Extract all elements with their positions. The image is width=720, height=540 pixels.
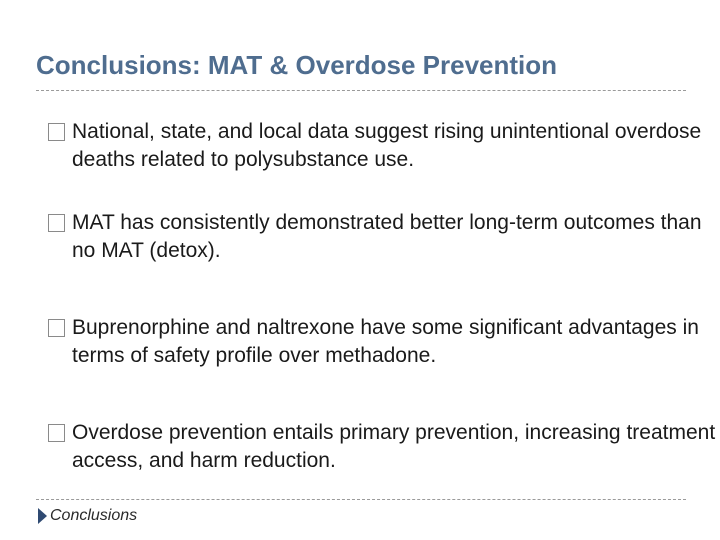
- square-bullet-icon: [48, 214, 65, 232]
- bullet-text: Overdose prevention entails primary prevention, increasing treatment access, and harm reduction.: [72, 421, 716, 472]
- bullet-item: [48, 419, 716, 475]
- bullet-item: [48, 118, 716, 174]
- bullet-item: [48, 314, 716, 370]
- bullet-text: MAT has consistently demonstrated better long-term outcomes than no MAT (detox).: [72, 211, 702, 262]
- square-bullet-icon: [48, 424, 65, 442]
- bullet-text: Buprenorphine and naltrexone have some significant advantages in terms of safety profile over methadone.: [72, 316, 699, 367]
- bullet-item: [48, 209, 716, 265]
- square-bullet-icon: [48, 319, 65, 337]
- play-arrow-icon: [38, 508, 47, 524]
- bullet-list: [48, 118, 716, 524]
- footer-section-link[interactable]: [38, 507, 137, 525]
- title-divider: [36, 90, 686, 91]
- footer-label: Conclusions: [50, 507, 138, 524]
- slide-title: Conclusions: MAT & Overdose Prevention: [36, 50, 558, 80]
- square-bullet-icon: [48, 123, 65, 141]
- footer-divider: [36, 499, 686, 500]
- bullet-text: National, state, and local data suggest rising unintentional overdose deaths related to polysubstance use.: [72, 120, 702, 171]
